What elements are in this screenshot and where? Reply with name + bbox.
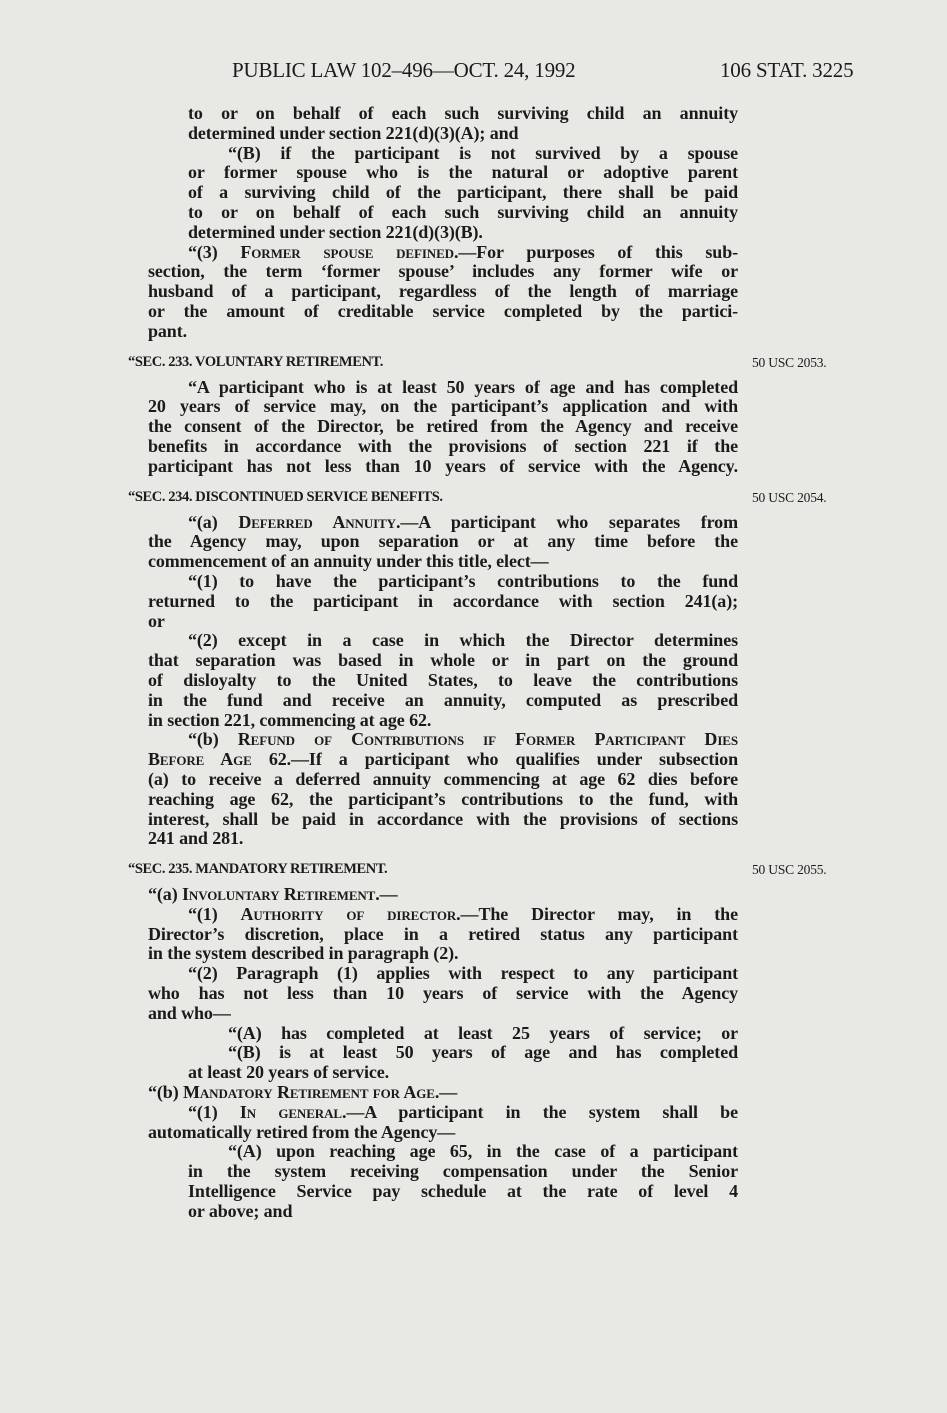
text-segment: pant. [148,320,188,341]
text-segment: —For purposes of this sub- [458,241,739,262]
text-segment: “(1) [188,903,241,924]
text-segment: — [439,1082,458,1103]
text-line [148,532,738,552]
text-segment: “(2) except in a case in which the Director determines [188,630,738,651]
text-line [148,1043,738,1063]
text-segment: to or on behalf of each such surviving child an annuity [188,103,738,123]
text-segment: to or on behalf of each such surviving child an annuity [188,201,738,222]
text-line [148,1202,738,1222]
text-segment: “(1) to have the participant’s contributions to the fund [188,570,738,591]
small-caps-heading: Mandatory Retirement for Age. [183,1082,440,1103]
section-heading-text: “SEC. 235. MANDATORY RETIREMENT. [128,861,388,878]
text-line [148,1142,738,1162]
text-segment: in the system described in paragraph (2). [148,943,459,964]
text-line [148,885,738,905]
text-segment: automatically retired from the Agency— [148,1121,456,1142]
text-line [148,282,738,302]
text-line [148,302,738,322]
usc-sidenote: 50 USC 2054. [752,489,827,505]
text-line [148,790,738,810]
text-segment: benefits in accordance with the provisions of section 221 if the [148,435,738,456]
text-segment: “(B) if the participant is not survived by a spouse [228,142,738,163]
text-line [148,378,738,398]
text-line [148,223,738,243]
section-heading-text: “SEC. 233. VOLUNTARY RETIREMENT. [128,353,383,370]
text-line [148,944,738,964]
text-line [148,671,738,691]
text-line [148,104,738,124]
text-segment: “(2) Paragraph (1) applies with respect to any participant [188,963,738,984]
text-segment: in the fund and receive an annuity, computed as prescribed [148,689,738,710]
small-caps-heading: Refund of Contributions if Former Participant Dies [237,729,738,750]
text-segment: —A participant who separates from [400,511,738,532]
text-segment: the Agency may, upon separation or at any time before the [148,531,738,552]
text-segment: —If a participant who qualifies under subsection [291,749,738,770]
text-segment: “(3) [188,241,241,262]
small-caps-heading: Former spouse defined. [240,241,459,262]
text-segment: Intelligence Service pay schedule at the rate of level 4 [188,1181,738,1202]
text-line [148,1004,738,1024]
running-header-title: PUBLIC LAW 102–496—OCT. 24, 1992 [232,58,576,82]
text-segment: reaching age 62, the participant’s contributions to the fund, with [148,788,738,809]
text-line [148,905,738,925]
text-line [148,925,738,945]
text-segment: —The Director may, in the [460,903,738,924]
text-segment: at least 20 years of service. [188,1062,390,1083]
text-segment: the consent of the Director, be retired from the Agency and receive [148,416,738,437]
text-line [148,651,738,671]
text-line [148,124,738,144]
text-line [148,437,738,457]
section-heading-text: “SEC. 234. DISCONTINUED SERVICE BENEFITS. [128,488,443,505]
text-segment: “(B) is at least 50 years of age and has completed [228,1042,738,1063]
text-segment: Director’s discretion, place in a retired status any participant [148,923,738,944]
small-caps-heading: In general. [239,1101,347,1122]
text-segment: that separation was based in whole or in part on the ground [148,650,738,671]
text-line [148,397,738,417]
text-line [148,1103,738,1123]
section [128,352,827,477]
text-segment: “(b) [148,1082,183,1103]
text-line [148,183,738,203]
text-line [148,1123,738,1143]
text-line [148,1182,738,1202]
text-segment: “(A) has completed at least 25 years of service; or [228,1022,738,1043]
text-segment: (a) to receive a deferred annuity commencing at age 62 dies before [148,768,738,789]
text-line [148,262,738,282]
text-line [148,984,738,1004]
text-line [148,612,738,632]
text-segment: “(a) [188,511,239,532]
document-body [128,103,827,1222]
text-line [148,691,738,711]
text-line [148,730,738,750]
text-line [148,1063,738,1083]
text-segment: section, the term ‘former spouse’ includes any former wife or [148,261,738,282]
text-line [148,1083,738,1103]
text-segment: 20 years of service may, on the participant’s application and with [148,396,738,417]
section-heading [128,352,827,372]
text-line [148,1162,738,1182]
section-heading [128,487,827,507]
section-heading [128,859,827,879]
text-line [148,513,738,533]
text-line [148,750,738,770]
text-segment: in the system receiving compensation under the Senior [188,1161,738,1182]
small-caps-heading: Before Age 62. [148,749,292,770]
text-segment: “(b) [188,729,238,750]
text-line [148,810,738,830]
text-segment: or [148,610,165,631]
text-segment: or above; and [188,1200,293,1221]
text-segment: or the amount of creditable service completed by the partici- [148,300,738,321]
usc-sidenote: 50 USC 2053. [752,354,827,370]
text-line [148,552,738,572]
section [128,487,827,850]
text-segment: “(a) [148,884,182,905]
text-line [148,711,738,731]
text-line [148,457,738,477]
text-segment: who has not less than 10 years of service with the Agency [148,983,738,1004]
text-segment: of a surviving child of the participant, there shall be paid [188,182,738,203]
text-line [148,592,738,612]
text-segment: commencement of an annuity under this title, elect— [148,551,549,572]
text-segment: determined under section 221(d)(3)(B). [188,221,483,242]
text-line [148,144,738,164]
text-line [148,243,738,263]
text-line [148,631,738,651]
text-segment: “(1) [188,1101,240,1122]
text-segment: “(A) upon reaching age 65, in the case of a participant [228,1141,738,1162]
text-segment: “A participant who is at least 50 years of age and has completed [188,376,738,397]
text-line [148,572,738,592]
text-segment: 241 and 281. [148,828,244,849]
text-line [148,770,738,790]
text-segment: of disloyalty to the United States, to leave the contributions [148,669,738,690]
text-line [148,203,738,223]
text-segment: returned to the participant in accordance with section 241(a); [148,590,738,611]
text-segment: interest, shall be paid in accordance with the provisions of sections [148,808,738,829]
text-line [148,1024,738,1044]
text-segment: —A participant in the system shall be [346,1101,738,1122]
small-caps-heading: Involuntary Retirement. [182,884,380,905]
text-line [148,163,738,183]
small-caps-heading: Authority of director. [240,903,461,924]
text-segment: husband of a participant, regardless of the length of marriage [148,281,738,302]
text-line [148,322,738,342]
text-line [148,417,738,437]
usc-sidenote: 50 USC 2055. [752,862,827,878]
running-header-page-number: 106 STAT. 3225 [720,58,854,82]
text-segment: — [379,884,398,905]
text-segment: and who— [148,1002,231,1023]
text-line [148,829,738,849]
section [128,859,827,1222]
text-segment: in section 221, commencing at age 62. [148,709,432,730]
text-block [148,104,738,342]
text-segment: or former spouse who is the natural or adoptive parent [188,162,738,183]
text-line [148,964,738,984]
text-segment: participant has not less than 10 years of service with the Agency. [148,455,738,476]
small-caps-heading: Deferred Annuity. [238,511,401,532]
text-segment: determined under section 221(d)(3)(A); and [188,122,519,143]
